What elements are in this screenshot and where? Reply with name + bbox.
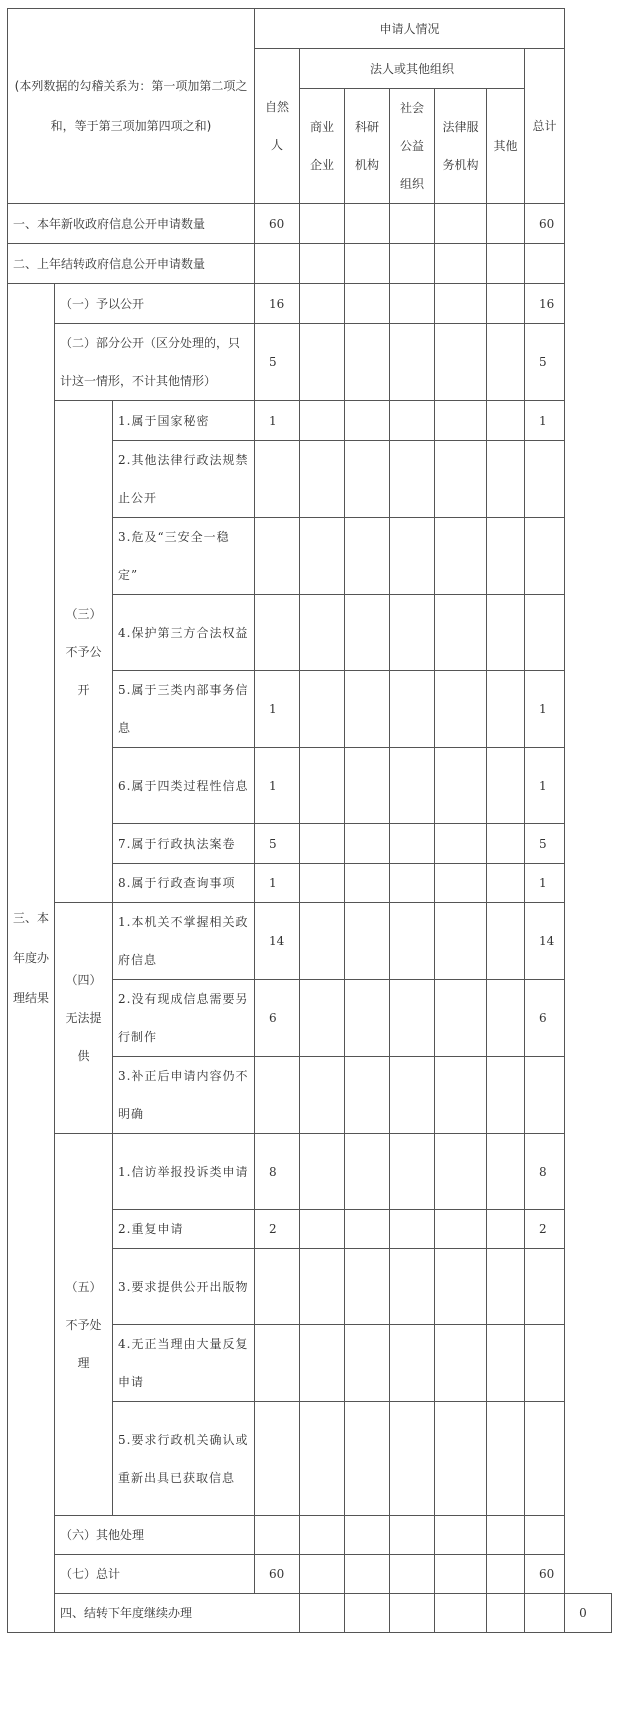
- row-label: 2.重复申请: [113, 1210, 255, 1249]
- empty-cell: [345, 1057, 390, 1134]
- empty-cell: [435, 401, 487, 441]
- empty-cell: [345, 595, 390, 671]
- cell-total: 16: [525, 284, 565, 324]
- empty-cell: [345, 1134, 390, 1210]
- empty-cell: [390, 1210, 435, 1249]
- header-legal-org: 法人或其他组织: [300, 49, 525, 89]
- empty-cell: [345, 824, 390, 864]
- empty-cell: [487, 748, 525, 824]
- empty-cell: [487, 864, 525, 903]
- cell-total: [525, 595, 565, 671]
- empty-cell: [435, 1249, 487, 1325]
- empty-cell: [487, 671, 525, 748]
- row-label: 3.危及“三安全一稳定”: [113, 518, 255, 595]
- table-row: [8, 284, 612, 324]
- empty-cell: [435, 1516, 487, 1555]
- cell-natural: 16: [255, 284, 300, 324]
- row-label: 1.信访举报投诉类申请: [113, 1134, 255, 1210]
- cell-natural: [255, 1402, 300, 1516]
- cell-total: 5: [525, 324, 565, 401]
- empty-cell: [487, 1249, 525, 1325]
- empty-cell: [345, 1516, 390, 1555]
- empty-cell: [487, 903, 525, 980]
- empty-cell: [390, 441, 435, 518]
- table-row: [8, 1555, 612, 1594]
- empty-cell: [300, 748, 345, 824]
- row-label: 1.属于国家秘密: [113, 401, 255, 441]
- row-label: 二、上年结转政府信息公开申请数量: [8, 244, 255, 284]
- cell-total: 14: [525, 903, 565, 980]
- empty-cell: [345, 1210, 390, 1249]
- empty-cell: [487, 284, 525, 324]
- table-row: [8, 401, 612, 441]
- empty-cell: [300, 441, 345, 518]
- empty-cell: [345, 244, 390, 284]
- table-row: [8, 244, 612, 284]
- row-label: （六）其他处理: [55, 1516, 255, 1555]
- row-label: 3.要求提供公开出版物: [113, 1249, 255, 1325]
- empty-cell: [435, 1594, 487, 1633]
- empty-cell: [345, 1402, 390, 1516]
- cell-total: 6: [525, 980, 565, 1057]
- cell-natural: [255, 595, 300, 671]
- empty-cell: [487, 401, 525, 441]
- cell-total: 8: [525, 1134, 565, 1210]
- cell-total: 60: [525, 1555, 565, 1594]
- empty-cell: [345, 1249, 390, 1325]
- empty-cell: [390, 1134, 435, 1210]
- row-label: 3.补正后申请内容仍不明确: [113, 1057, 255, 1134]
- empty-cell: [345, 518, 390, 595]
- header-natural-person: 自然人: [255, 49, 300, 204]
- empty-cell: [435, 518, 487, 595]
- header-other: 其他: [487, 89, 525, 204]
- empty-cell: [300, 244, 345, 284]
- empty-cell: [435, 244, 487, 284]
- header-legal-service: 法律服务机构: [435, 89, 487, 204]
- table-row: [8, 204, 612, 244]
- empty-cell: [300, 1134, 345, 1210]
- row-label: 7.属于行政执法案卷: [113, 824, 255, 864]
- cell-total: 1: [525, 748, 565, 824]
- empty-cell: [300, 1325, 345, 1402]
- empty-cell: [345, 748, 390, 824]
- empty-cell: [487, 1057, 525, 1134]
- cell-natural: 1: [255, 748, 300, 824]
- empty-cell: [345, 1555, 390, 1594]
- empty-cell: [435, 1057, 487, 1134]
- empty-cell: [345, 980, 390, 1057]
- empty-cell: [435, 980, 487, 1057]
- empty-cell: [435, 1210, 487, 1249]
- header-commercial: 商业企业: [300, 89, 345, 204]
- empty-cell: [390, 671, 435, 748]
- row-label: 一、本年新收政府信息公开申请数量: [8, 204, 255, 244]
- empty-cell: [487, 441, 525, 518]
- cell-total: 5: [525, 824, 565, 864]
- empty-cell: [487, 324, 525, 401]
- cell-natural: [255, 1249, 300, 1325]
- table-row: [8, 1516, 612, 1555]
- header-social: 社会公益组织: [390, 89, 435, 204]
- row-label: 5.属于三类内部事务信息: [113, 671, 255, 748]
- empty-cell: [390, 1249, 435, 1325]
- empty-cell: [345, 204, 390, 244]
- cell-natural: 1: [255, 864, 300, 903]
- cell-total: 1: [525, 864, 565, 903]
- empty-cell: [487, 244, 525, 284]
- cell-total: 1: [525, 671, 565, 748]
- empty-cell: [487, 204, 525, 244]
- empty-cell: [345, 1325, 390, 1402]
- cell-total: [525, 244, 565, 284]
- empty-cell: [345, 401, 390, 441]
- cell-total: [525, 441, 565, 518]
- row-label: （二）部分公开（区分处理的，只计这一情形，不计其他情形）: [55, 324, 255, 401]
- empty-cell: [300, 284, 345, 324]
- empty-cell: [487, 1516, 525, 1555]
- empty-cell: [300, 1555, 345, 1594]
- empty-cell: [300, 518, 345, 595]
- table-row: [8, 1594, 612, 1633]
- cell-natural: 60: [255, 204, 300, 244]
- empty-cell: [390, 244, 435, 284]
- cell-natural: [300, 1594, 345, 1633]
- header-note: (本列数据的勾稽关系为：第一项加第二项之和，等于第三项加第四项之和): [8, 9, 255, 204]
- cell-total: 60: [525, 204, 565, 244]
- row-label: （一）予以公开: [55, 284, 255, 324]
- empty-cell: [390, 1057, 435, 1134]
- empty-cell: [435, 1134, 487, 1210]
- cell-total: [525, 1057, 565, 1134]
- cell-natural: 5: [255, 824, 300, 864]
- empty-cell: [300, 401, 345, 441]
- empty-cell: [390, 324, 435, 401]
- table-row: [8, 1134, 612, 1210]
- empty-cell: [300, 1249, 345, 1325]
- row-label: 4.保护第三方合法权益: [113, 595, 255, 671]
- row-label: 2.其他法律行政法规禁止公开: [113, 441, 255, 518]
- empty-cell: [345, 1594, 390, 1633]
- header-research: 科研机构: [345, 89, 390, 204]
- row-label: 6.属于四类过程性信息: [113, 748, 255, 824]
- empty-cell: [345, 864, 390, 903]
- empty-cell: [300, 595, 345, 671]
- empty-cell: [435, 671, 487, 748]
- cell-natural: [255, 1057, 300, 1134]
- row-label: 5.要求行政机关确认或重新出具已获取信息: [113, 1402, 255, 1516]
- group-3-label: （三）不予公开: [55, 401, 113, 903]
- cell-natural: [255, 1516, 300, 1555]
- cell-natural: 6: [255, 980, 300, 1057]
- cell-natural: [255, 244, 300, 284]
- empty-cell: [487, 980, 525, 1057]
- empty-cell: [390, 1402, 435, 1516]
- group-5-label: （五）不予处理: [55, 1134, 113, 1516]
- empty-cell: [390, 595, 435, 671]
- empty-cell: [435, 903, 487, 980]
- cell-total: [525, 1402, 565, 1516]
- cell-natural: 14: [255, 903, 300, 980]
- empty-cell: [390, 824, 435, 864]
- empty-cell: [487, 1325, 525, 1402]
- empty-cell: [345, 671, 390, 748]
- row-label: （七）总计: [55, 1555, 255, 1594]
- empty-cell: [487, 1555, 525, 1594]
- cell-natural: 2: [255, 1210, 300, 1249]
- empty-cell: [300, 324, 345, 401]
- empty-cell: [487, 518, 525, 595]
- empty-cell: [300, 1516, 345, 1555]
- empty-cell: [345, 284, 390, 324]
- row-label: 1.本机关不掌握相关政府信息: [113, 903, 255, 980]
- empty-cell: [345, 441, 390, 518]
- cell-natural: 1: [255, 401, 300, 441]
- empty-cell: [390, 1594, 435, 1633]
- table-row: [8, 324, 612, 401]
- empty-cell: [390, 401, 435, 441]
- empty-cell: [435, 864, 487, 903]
- cell-natural: 60: [255, 1555, 300, 1594]
- empty-cell: [390, 903, 435, 980]
- empty-cell: [435, 1325, 487, 1402]
- row-label: 2.没有现成信息需要另行制作: [113, 980, 255, 1057]
- empty-cell: [345, 324, 390, 401]
- empty-cell: [300, 1402, 345, 1516]
- empty-cell: [435, 284, 487, 324]
- empty-cell: [435, 441, 487, 518]
- empty-cell: [435, 824, 487, 864]
- empty-cell: [390, 1555, 435, 1594]
- empty-cell: [487, 595, 525, 671]
- header-total: 总计: [525, 49, 565, 204]
- empty-cell: [487, 1210, 525, 1249]
- cell-total: 0: [565, 1594, 612, 1633]
- empty-cell: [487, 1134, 525, 1210]
- empty-cell: [300, 1057, 345, 1134]
- empty-cell: [300, 671, 345, 748]
- government-info-disclosure-table: [7, 8, 612, 1633]
- empty-cell: [390, 1516, 435, 1555]
- empty-cell: [390, 284, 435, 324]
- row-label: 四、结转下年度继续办理: [55, 1594, 300, 1633]
- table-row: [8, 903, 612, 980]
- empty-cell: [390, 980, 435, 1057]
- empty-cell: [300, 1210, 345, 1249]
- cell-natural: [255, 1325, 300, 1402]
- empty-cell: [435, 1555, 487, 1594]
- header-applicant-situation: 申请人情况: [255, 9, 565, 49]
- cell-total: 2: [525, 1210, 565, 1249]
- empty-cell: [345, 903, 390, 980]
- empty-cell: [435, 595, 487, 671]
- empty-cell: [390, 1325, 435, 1402]
- empty-cell: [390, 748, 435, 824]
- report-table-wrapper: [7, 8, 612, 1633]
- row-label: 8.属于行政查询事项: [113, 864, 255, 903]
- empty-cell: [487, 1402, 525, 1516]
- empty-cell: [390, 204, 435, 244]
- cell-natural: 5: [255, 324, 300, 401]
- cell-natural: [255, 518, 300, 595]
- empty-cell: [525, 1594, 565, 1633]
- empty-cell: [435, 324, 487, 401]
- cell-natural: 1: [255, 671, 300, 748]
- cell-natural: [255, 441, 300, 518]
- cell-natural: 8: [255, 1134, 300, 1210]
- empty-cell: [487, 824, 525, 864]
- empty-cell: [300, 824, 345, 864]
- group-4-label: （四）无法提供: [55, 903, 113, 1134]
- empty-cell: [300, 864, 345, 903]
- cell-total: [525, 1249, 565, 1325]
- empty-cell: [390, 518, 435, 595]
- row-label: 4.无正当理由大量反复申请: [113, 1325, 255, 1402]
- cell-total: 1: [525, 401, 565, 441]
- cell-total: [525, 518, 565, 595]
- section-3-label: 三、本年度办理结果: [8, 284, 55, 1633]
- cell-total: [525, 1516, 565, 1555]
- empty-cell: [300, 903, 345, 980]
- cell-total: [525, 1325, 565, 1402]
- empty-cell: [435, 204, 487, 244]
- empty-cell: [390, 864, 435, 903]
- empty-cell: [435, 748, 487, 824]
- empty-cell: [300, 980, 345, 1057]
- empty-cell: [435, 1402, 487, 1516]
- empty-cell: [300, 204, 345, 244]
- empty-cell: [487, 1594, 525, 1633]
